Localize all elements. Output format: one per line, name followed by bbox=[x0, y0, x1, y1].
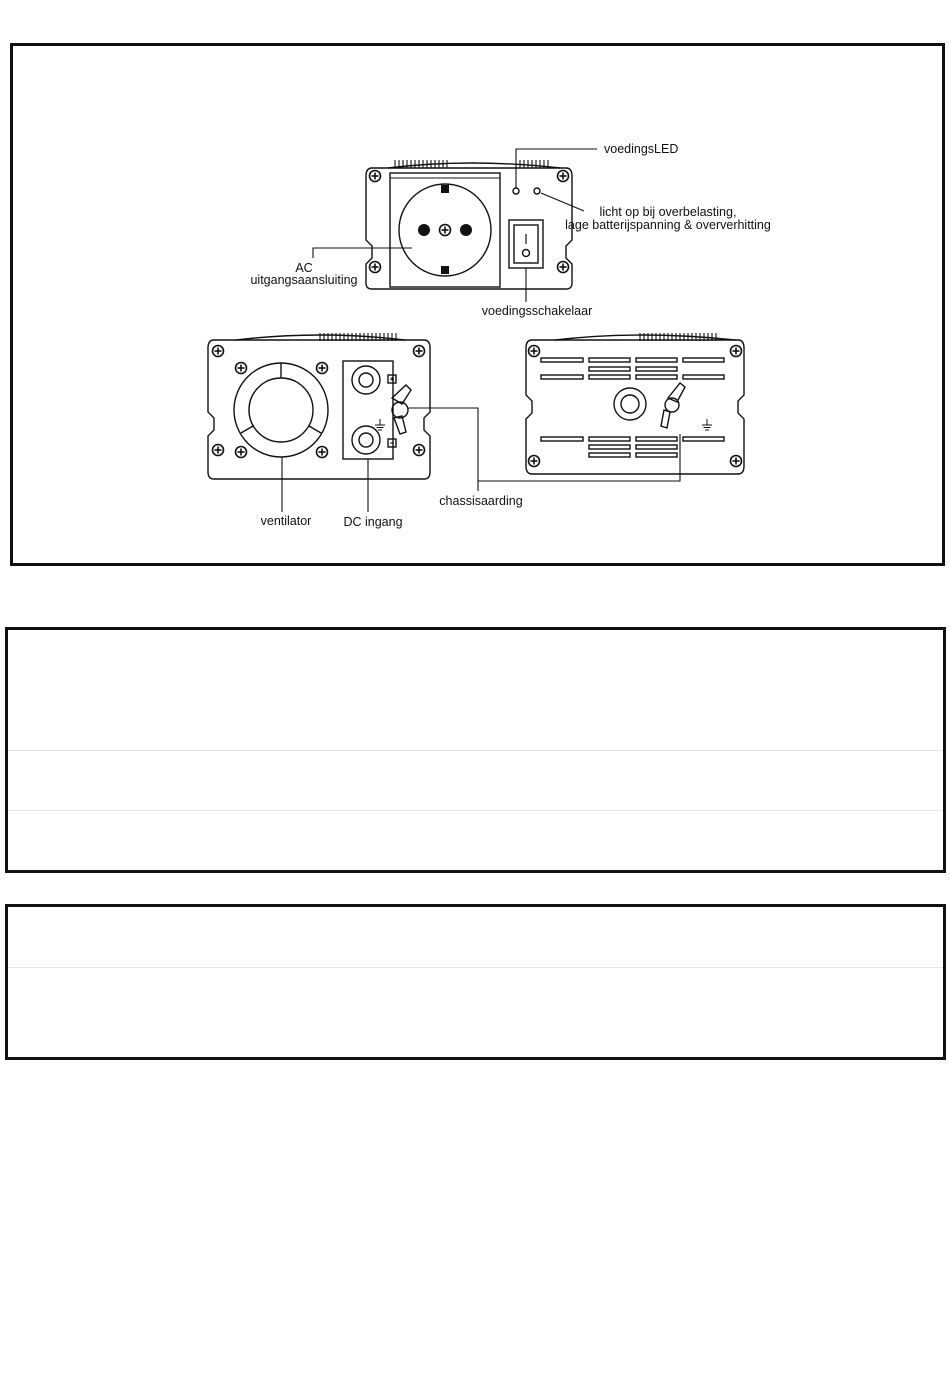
screw-icon bbox=[731, 456, 742, 467]
screw-icon bbox=[213, 445, 224, 456]
led-icon bbox=[513, 188, 519, 194]
label-dc-input: DC ingang bbox=[343, 515, 403, 529]
led-icon bbox=[534, 188, 540, 194]
label-power-switch: voedingsschakelaar bbox=[481, 304, 593, 318]
ground-symbol-icon bbox=[375, 419, 385, 430]
screw-icon bbox=[558, 262, 569, 273]
wing-nut-icon bbox=[661, 383, 685, 428]
rear-panel bbox=[208, 333, 430, 479]
label-chassis-ground: chassisaarding bbox=[439, 494, 523, 508]
label-warning-led-1: licht op bij overbelasting, bbox=[599, 205, 737, 219]
screw-icon bbox=[529, 346, 540, 357]
label-ac-1: AC bbox=[295, 261, 313, 275]
screw-icon bbox=[529, 456, 540, 467]
wing-nut-icon bbox=[392, 385, 411, 434]
rocker-switch-icon bbox=[509, 220, 543, 268]
side-panel bbox=[526, 333, 744, 474]
screw-icon bbox=[414, 445, 425, 456]
screw-icon bbox=[370, 171, 381, 182]
screw-icon bbox=[414, 346, 425, 357]
label-warning-led-2: lage batterijspanning & oververhitting bbox=[565, 218, 771, 232]
label-fan: ventilator bbox=[260, 514, 312, 528]
screw-icon bbox=[213, 346, 224, 357]
screw-icon bbox=[558, 171, 569, 182]
screw-icon bbox=[731, 346, 742, 357]
ground-symbol-icon bbox=[702, 419, 712, 430]
heatsink-fins bbox=[388, 160, 560, 168]
label-ac-2: uitgangsaansluiting bbox=[250, 273, 358, 287]
schuko-socket-icon bbox=[390, 173, 500, 287]
vent-slots bbox=[541, 358, 724, 457]
dc-terminal-icon bbox=[343, 361, 396, 459]
fan-icon bbox=[234, 363, 328, 458]
label-power-led: voedingsLED bbox=[604, 142, 679, 156]
screw-icon bbox=[370, 262, 381, 273]
front-panel bbox=[366, 160, 572, 289]
